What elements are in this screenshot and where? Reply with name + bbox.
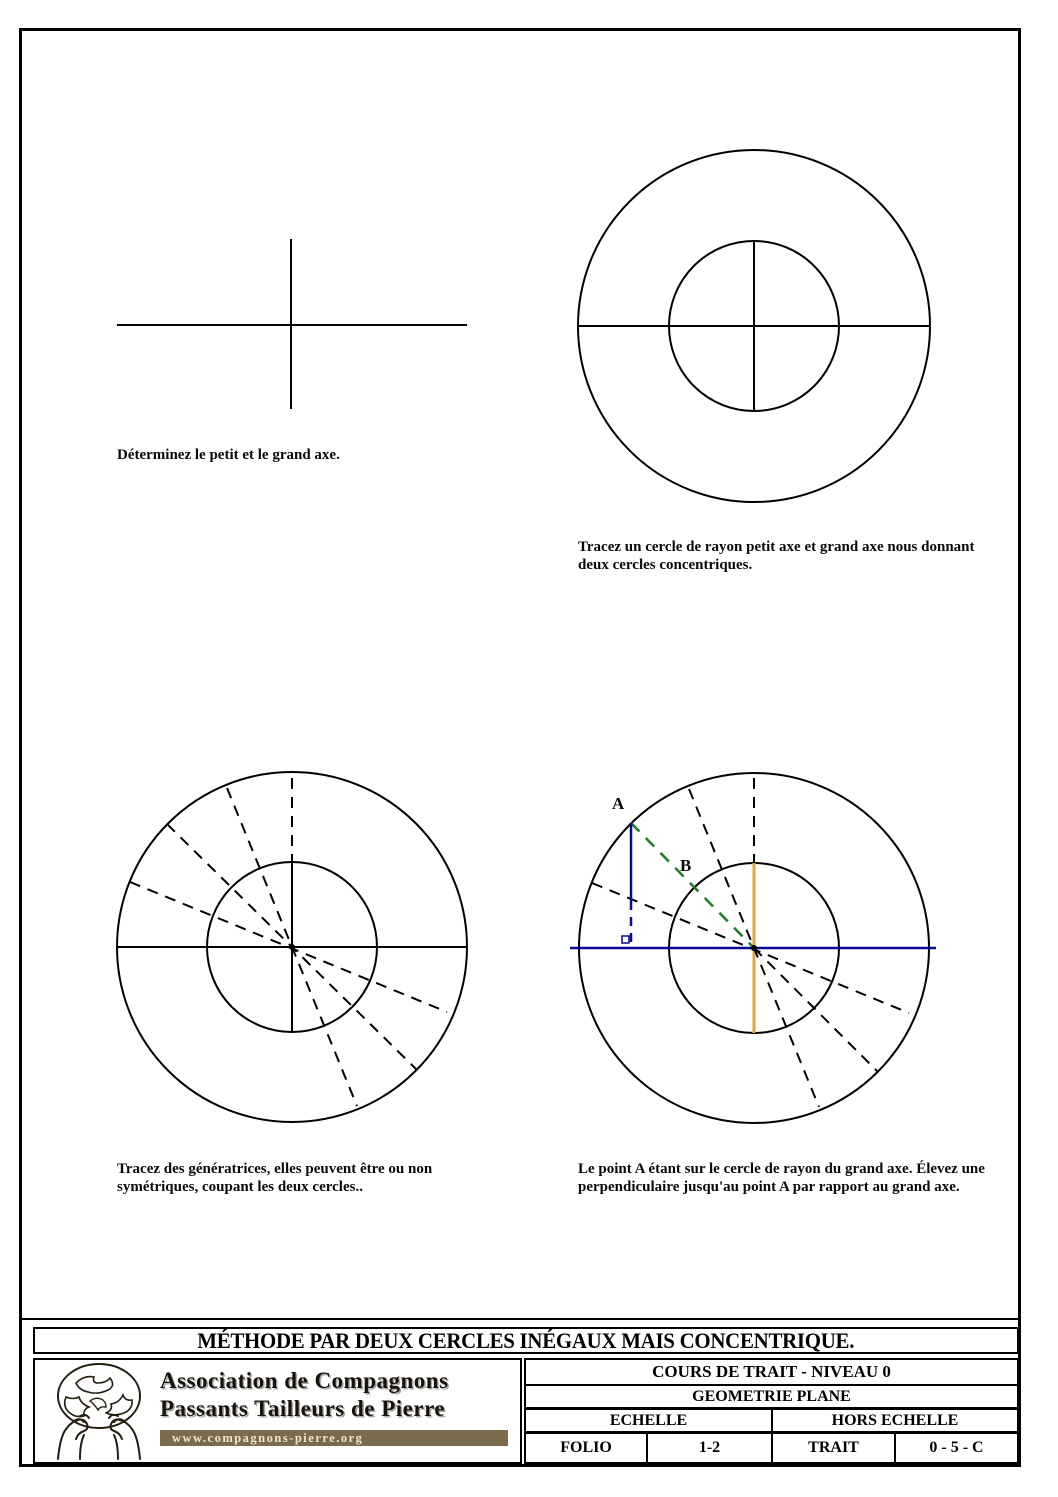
caption-step3: Tracez des génératrices, elles peuvent être ou non symétriques, coupant les deux cercles.. [117,1161,433,1195]
caption-step1: Déterminez le petit et le grand axe. [117,447,340,463]
figure-step3-generatrices [117,772,467,1122]
caption-step4: Le point A étant sur le cercle de rayon du grand axe. Élevez une perpendiculaire jusqu'au point A par rapport au grand axe. [578,1161,985,1195]
folio-value: 1-2 [648,1434,773,1462]
table-row-scale [526,1410,1017,1434]
scale-value: HORS ECHELLE [831,1411,959,1429]
table-row-course [526,1360,1017,1386]
title-block-organization [33,1358,522,1464]
website-bar [160,1430,508,1446]
caption-step2: Tracez un cercle de rayon petit axe et grand axe nous donnant deux cercles concentriques. [578,539,975,573]
fig4-generatrix-A-green [631,823,754,948]
fig3-center-point [289,944,295,950]
bottom-separator-line [19,1318,1021,1320]
table-row-subject [526,1386,1017,1410]
organization-name-line2: Passants Tailleurs de Pierre [160,1396,446,1421]
table-row-folio-trait [526,1434,1017,1462]
point-a-label: A [612,794,625,813]
course-title: COURS DE TRAIT - NIVEAU 0 [652,1362,891,1381]
point-b-label: B [680,856,692,875]
trait-value: 0 - 5 - C [929,1439,984,1456]
website-url: www.compagnons-pierre.org [172,1430,364,1445]
subject-title: GEOMETRIE PLANE [692,1387,851,1405]
fig4-center-point [751,945,757,951]
method-title: MÉTHODE PAR DEUX CERCLES INÉGAUX MAIS CONCENTRIQUE. [197,1327,855,1353]
organization-name-line1: Association de Compagnons [160,1368,449,1393]
figure-step1-axes [117,239,467,409]
scale-label: ECHELLE [526,1410,773,1431]
figure-step4-perpendicular [570,773,936,1123]
fig4-generatrix-diagonal-lower [754,948,877,1071]
figure-step2-concentric-circles [578,150,930,502]
folio-label: FOLIO [526,1434,648,1462]
trait-label: TRAIT [773,1434,896,1462]
title-block-table [524,1358,1019,1464]
fig4-right-angle-marker [622,936,629,943]
method-title-banner [33,1327,1019,1354]
association-logo-icon [46,1361,152,1461]
